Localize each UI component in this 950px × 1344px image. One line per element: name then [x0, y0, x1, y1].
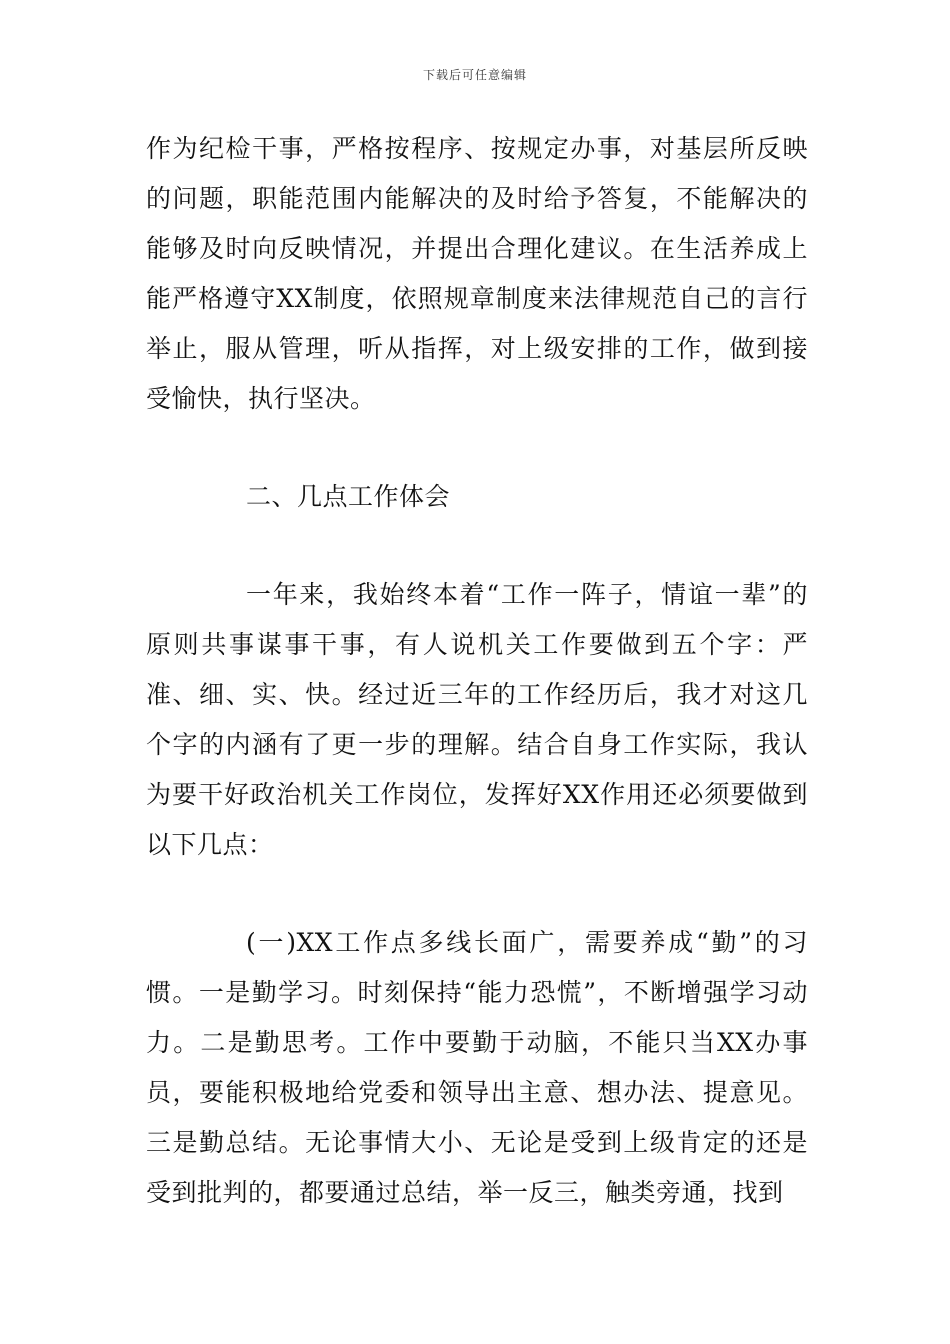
document-body — [146, 124, 808, 1218]
paragraph-gap — [146, 424, 808, 472]
paragraph-gap — [146, 522, 808, 570]
paragraph-point-one: (一)XX工作点多线长面广，需要养成“勤”的习惯。一是勤学习。时刻保持“能力恐慌”，不断增强学习动力。二是勤思考。工作中要勤于动脑，不能只当XX办事员，要能积极地给党委和领导出主意、想办法、提意见。三是勤总结。无论事情大小、无论是受到上级肯定的还是受到批判的，都要通过总结，举一反三，触类旁通，找到 — [146, 928, 808, 1207]
page-header: 下载后可任意编辑 — [422, 68, 527, 82]
paragraph-continuation: 作为纪检干事，严格按程序、按规定办事，对基层所反映的问题，职能范围内能解决的及时给予答复，不能解决的能够及时向反映情况，并提出合理化建议。在生活养成上能严格遵守XX制度，依照规章制度来法律规范自己的言行举止，服从管理，听从指挥，对上级安排的工作，做到接受愉快，执行坚决。 — [146, 134, 808, 413]
paragraph-intro: 一年来，我始终本着“工作一阵子，情谊一辈”的原则共事谋事干事，有人说机关工作要做到五个字：严准、细、实、快。经过近三年的工作经历后，我才对这几个字的内涵有了更一步的理解。结合自身工作实际，我认为要干好政治机关工作岗位，发挥好XX作用还必须要做到以下几点： — [146, 580, 808, 859]
paragraph-gap — [146, 870, 808, 918]
section-heading: 二、几点工作体会 — [246, 482, 451, 511]
